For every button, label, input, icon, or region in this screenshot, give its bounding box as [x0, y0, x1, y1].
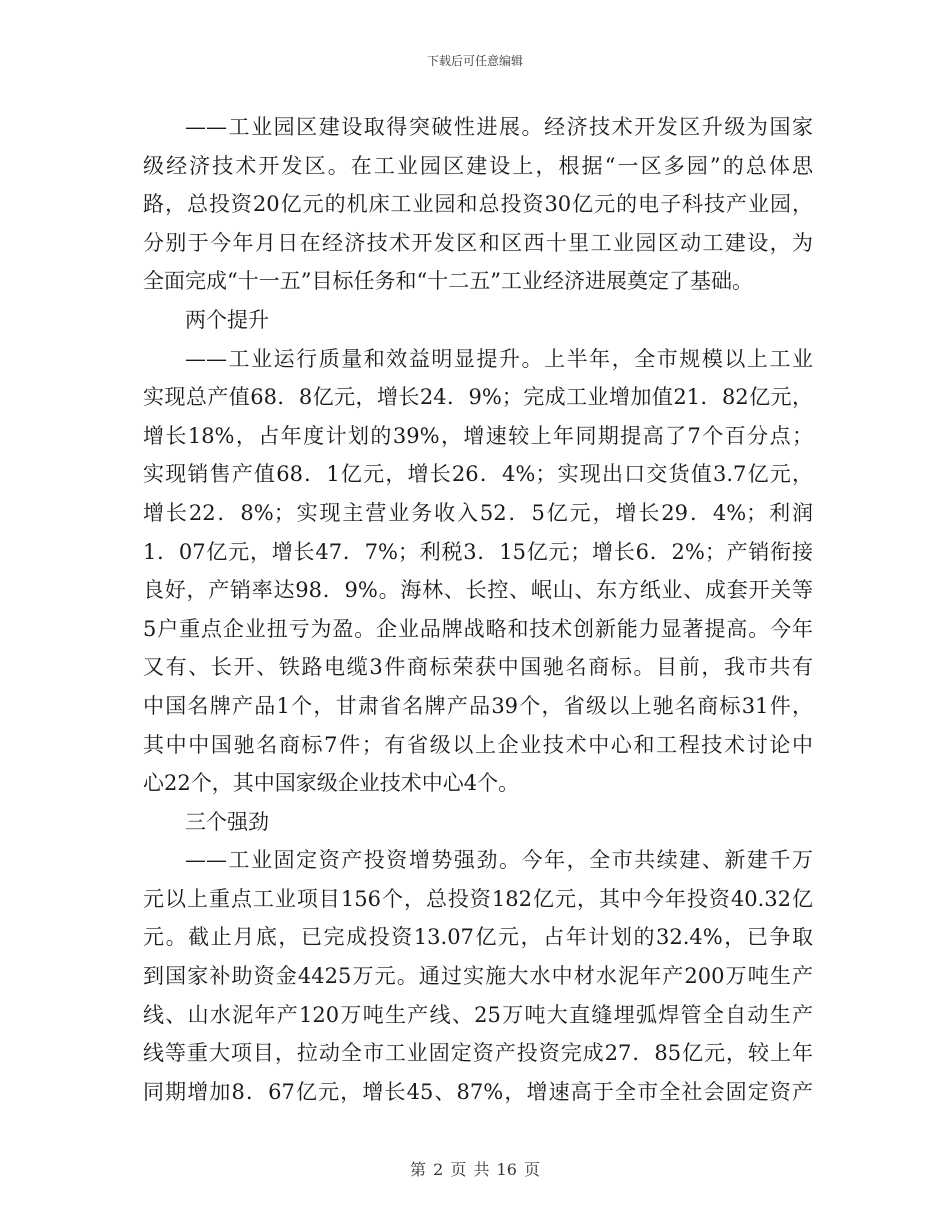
body-line: 全面完成“十一五”目标任务和“十二五”工业经济进展奠定了基础。: [143, 269, 753, 294]
body-line: 级经济技术开发区。在工业园区建设上，根据“一区多园”的总体思: [143, 153, 813, 178]
section-heading: 三个强劲: [185, 809, 269, 834]
section-heading: 两个提升: [185, 307, 269, 332]
body-line: 路，总投资20亿元的机床工业园和总投资30亿元的电子科技产业园，: [143, 192, 813, 217]
body-line: 中国名牌产品1个，甘肃省名牌产品39个，省级以上驰名商标31件，: [143, 693, 813, 718]
page-number-footer: 第 2 页 共 16 页: [410, 1160, 540, 1179]
body-line: 又有、长开、铁路电缆3件商标荣获中国驰名商标。目前，我市共有: [143, 655, 813, 680]
body-line: 分别于今年月日在经济技术开发区和区西十里工业园区动工建设，为: [143, 230, 813, 255]
body-line: 同期增加8．67亿元，增长45、87%，增速高于全市全社会固定资产: [143, 1079, 813, 1104]
body-line: 实现总产值68．8亿元，增长24．9%；完成工业增加值21．82亿元，: [143, 385, 813, 410]
body-line: 5户重点企业扭亏为盈。企业品牌战略和技术创新能力显著提高。今年: [143, 616, 813, 641]
body-line: 元以上重点工业项目156个，总投资182亿元，其中今年投资40.32亿: [143, 886, 813, 911]
body-line: 增长22．8%；实现主营业务收入52．5亿元，增长29．4%；利润: [143, 500, 813, 525]
body-line: 实现销售产值68．1亿元，增长26．4%；实现出口交货值3.7亿元，: [143, 462, 813, 487]
page-header-note: 下载后可任意编辑: [426, 54, 523, 68]
body-line: 心22个，其中国家级企业技术中心4个。: [143, 771, 520, 796]
body-line: 线等重大项目，拉动全市工业固定资产投资完成27．85亿元，较上年: [143, 1041, 813, 1066]
body-line: 其中中国驰名商标7件；有省级以上企业技术中心和工程技术讨论中: [143, 732, 813, 757]
body-line: 良好，产销率达98．9%。海林、长控、岷山、东方纸业、成套开关等: [143, 578, 813, 603]
body-line: 增长18%，占年度计划的39%，增速较上年同期提高了7个百分点；: [143, 423, 813, 448]
body-line: ——工业固定资产投资增势强劲。今年，全市共续建、新建千万: [185, 848, 813, 873]
document-body: [143, 108, 813, 1111]
body-line: ——工业运行质量和效益明显提升。上半年，全市规模以上工业: [185, 346, 813, 371]
body-line: 元。截止月底，已完成投资13.07亿元，占年计划的32.4%，已争取: [143, 925, 813, 950]
body-line: 1．07亿元，增长47．7%；利税3．15亿元；增长6．2%；产销衔接: [143, 539, 813, 564]
body-line: 线、山水泥年产120万吨生产线、25万吨大直缝埋弧焊管全自动生产: [143, 1002, 813, 1027]
body-line: 到国家补助资金4425万元。通过实施大水中材水泥年产200万吨生产: [143, 964, 813, 989]
body-line: ——工业园区建设取得突破性进展。经济技术开发区升级为国家: [185, 115, 813, 139]
